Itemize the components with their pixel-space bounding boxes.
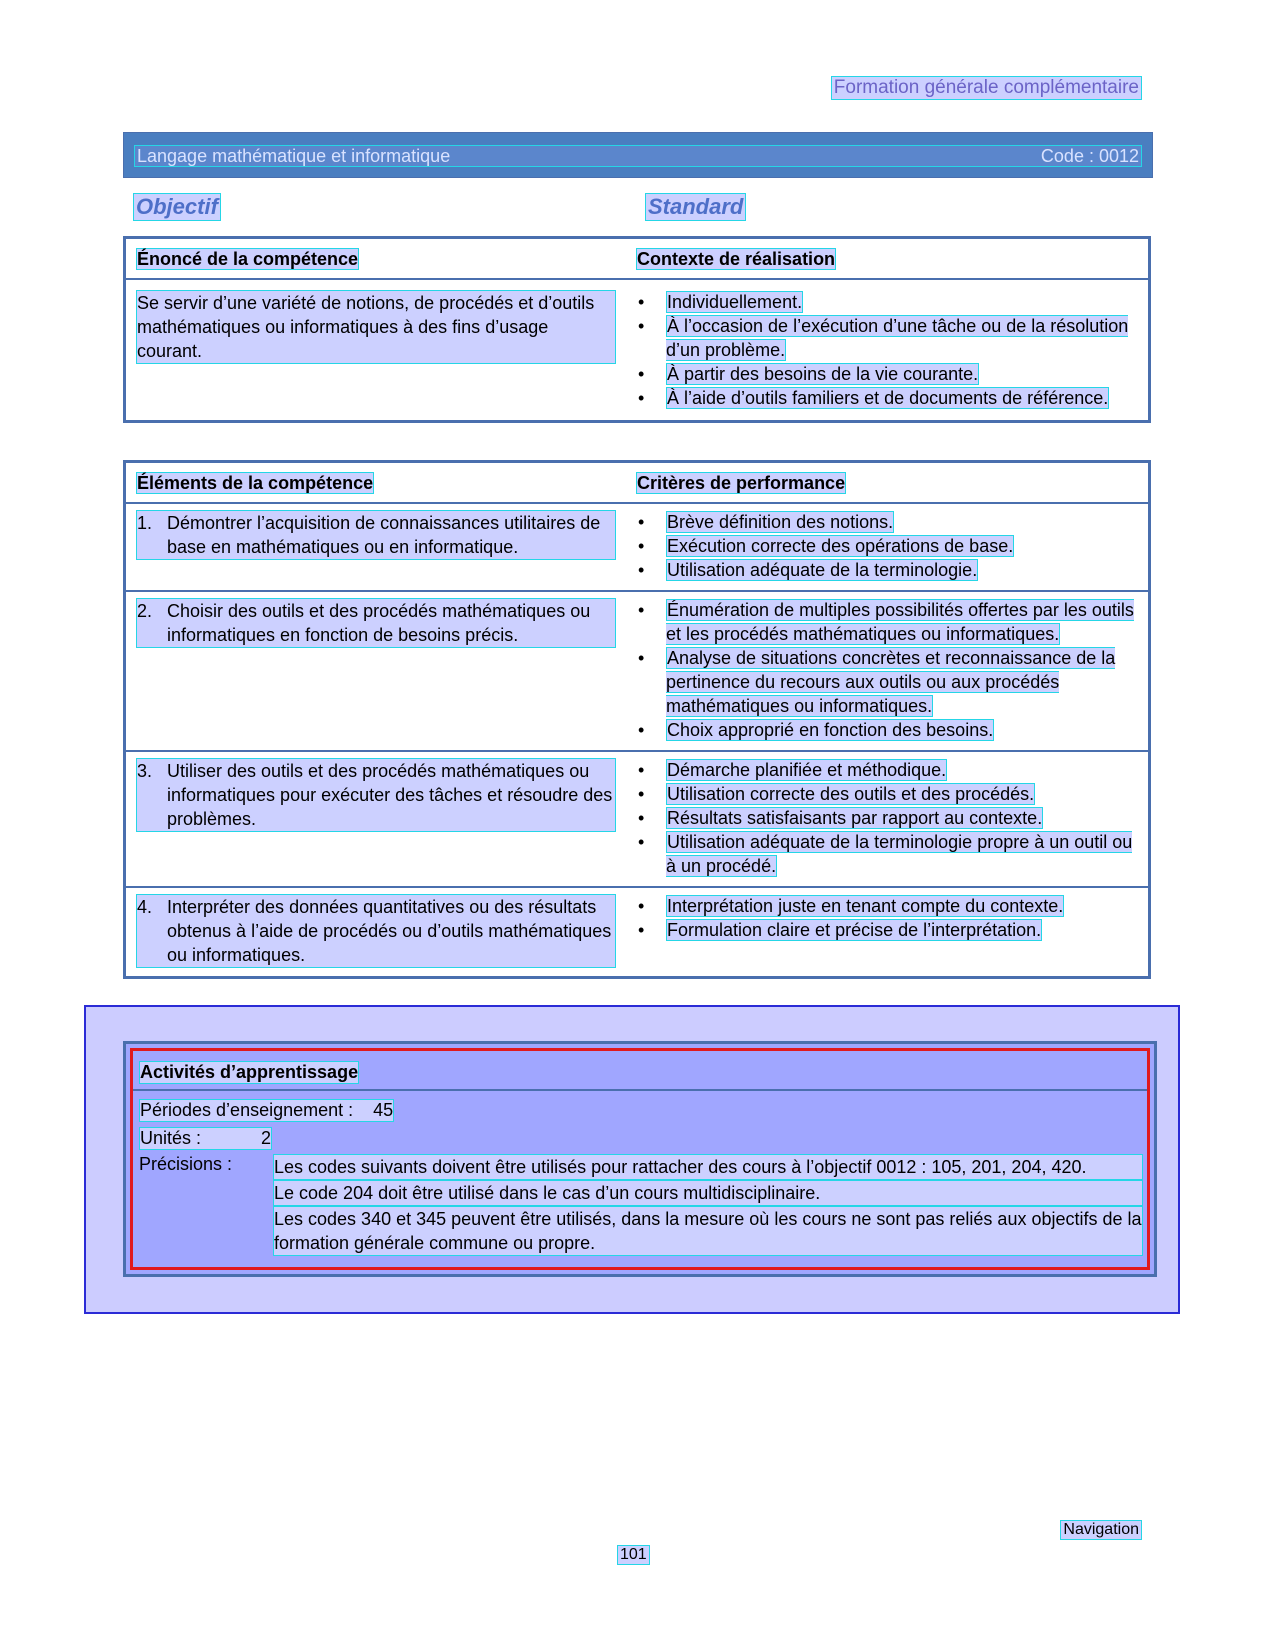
criteria-item: • Résultats satisfaisants par rapport au contexte.: [636, 806, 1138, 830]
course-title-bar: [123, 132, 1153, 178]
elements-header: Éléments de la compétence: [137, 473, 374, 493]
precisions-label: Précisions :: [139, 1154, 233, 1174]
context-list: [636, 290, 1138, 410]
element-row: [125, 887, 1150, 978]
activities-title: Activités d’apprentissage: [140, 1062, 359, 1082]
element-text: 1. Démontrer l’acquisition de connaissances utilitaires de base en mathématiques ou en informatique.: [136, 510, 616, 560]
competence-row: [125, 279, 1150, 422]
elements-table-header: [125, 462, 1150, 504]
context-header: Contexte de réalisation: [637, 249, 836, 269]
criteria-item: • Choix approprié en fonction des besoins.: [636, 718, 1138, 742]
criteria-item: • Interprétation juste en tenant compte du contexte.: [636, 894, 1138, 918]
criteria-item: • Utilisation adéquate de la terminologie.: [636, 558, 1138, 582]
units: Unités : 2: [140, 1128, 272, 1148]
section-link[interactable]: Formation générale complémentaire: [831, 76, 1142, 100]
statement-header: Énoncé de la compétence: [137, 249, 359, 269]
selected-region[interactable]: [130, 1048, 1150, 1270]
elements-table: [123, 460, 1151, 979]
context-item: • À partir des besoins de la vie courante.: [636, 362, 1138, 386]
objective-label: Objectif: [133, 193, 221, 221]
element-row: [125, 751, 1150, 887]
navigation-link[interactable]: Navigation: [1060, 1520, 1142, 1540]
criteria-item: • Énumération de multiples possibilités offertes par les outils et les procédés mathématiques ou informatiques.: [636, 598, 1138, 646]
activities-divider: [133, 1089, 1147, 1091]
context-item: • Individuellement.: [636, 290, 1138, 314]
criteria-list: [636, 894, 1138, 942]
element-row: [125, 503, 1150, 591]
criteria-item: • Exécution correcte des opérations de base.: [636, 534, 1138, 558]
precisions-text: Les codes suivants doivent être utilisés pour rattacher des cours à l’objectif 0012 : 105, 201, 204, 420. Le code 204 doit être utilisé dans le cas d’un cours multidisciplinaire. Les codes 340 et 345 peuvent être utilisés, dans la mesure où les cours ne sont pas reliés aux objectifs de la formation générale commune ou propre.: [273, 1154, 1143, 1256]
competence-statement: Se servir d’une variété de notions, de procédés et d’outils mathématiques ou informatiques à des fins d’usage courant.: [136, 290, 616, 364]
title-bar-inner: [134, 145, 1142, 167]
criteria-item: • Démarche planifiée et méthodique.: [636, 758, 1138, 782]
teaching-periods: Périodes d’enseignement : 45: [140, 1100, 394, 1120]
competence-table: [123, 236, 1151, 423]
standard-label: Standard: [645, 193, 746, 221]
element-text: 3. Utiliser des outils et des procédés mathématiques ou informatiques pour exécuter des tâches et résoudre des problèmes.: [136, 758, 616, 832]
page-number: 101: [617, 1545, 650, 1565]
criteria-item: • Brève définition des notions.: [636, 510, 1138, 534]
criteria-list: [636, 598, 1138, 742]
element-text: 4. Interpréter des données quantitatives ou des résultats obtenus à l’aide de procédés ou d’outils mathématiques ou informatiques.: [136, 894, 616, 968]
criteria-item: • Analyse de situations concrètes et reconnaissance de la pertinence du recours aux outils ou aux procédés mathématiques ou informatiques.: [636, 646, 1138, 718]
precisions: [139, 1154, 1143, 1256]
criteria-list: [636, 510, 1138, 582]
learning-activities-box: [123, 1041, 1157, 1277]
criteria-item: • Utilisation correcte des outils et des procédés.: [636, 782, 1138, 806]
context-item: • À l’aide d’outils familiers et de documents de référence.: [636, 386, 1138, 410]
element-text: 2. Choisir des outils et des procédés mathématiques ou informatiques en fonction de besoins précis.: [136, 598, 616, 648]
objective-standard-row: [133, 193, 753, 219]
criteria-list: [636, 758, 1138, 878]
element-row: [125, 591, 1150, 751]
course-code: Code : 0012: [1040, 146, 1139, 166]
course-title: Langage mathématique et informatique: [137, 146, 451, 166]
competence-table-header: [125, 238, 1150, 280]
criteria-header: Critères de performance: [637, 473, 846, 493]
context-item: • À l’occasion de l’exécution d’une tâche ou de la résolution d’un problème.: [636, 314, 1138, 362]
criteria-item: • Formulation claire et précise de l’interprétation.: [636, 918, 1138, 942]
criteria-item: • Utilisation adéquate de la terminologie propre à un outil ou à un procédé.: [636, 830, 1138, 878]
